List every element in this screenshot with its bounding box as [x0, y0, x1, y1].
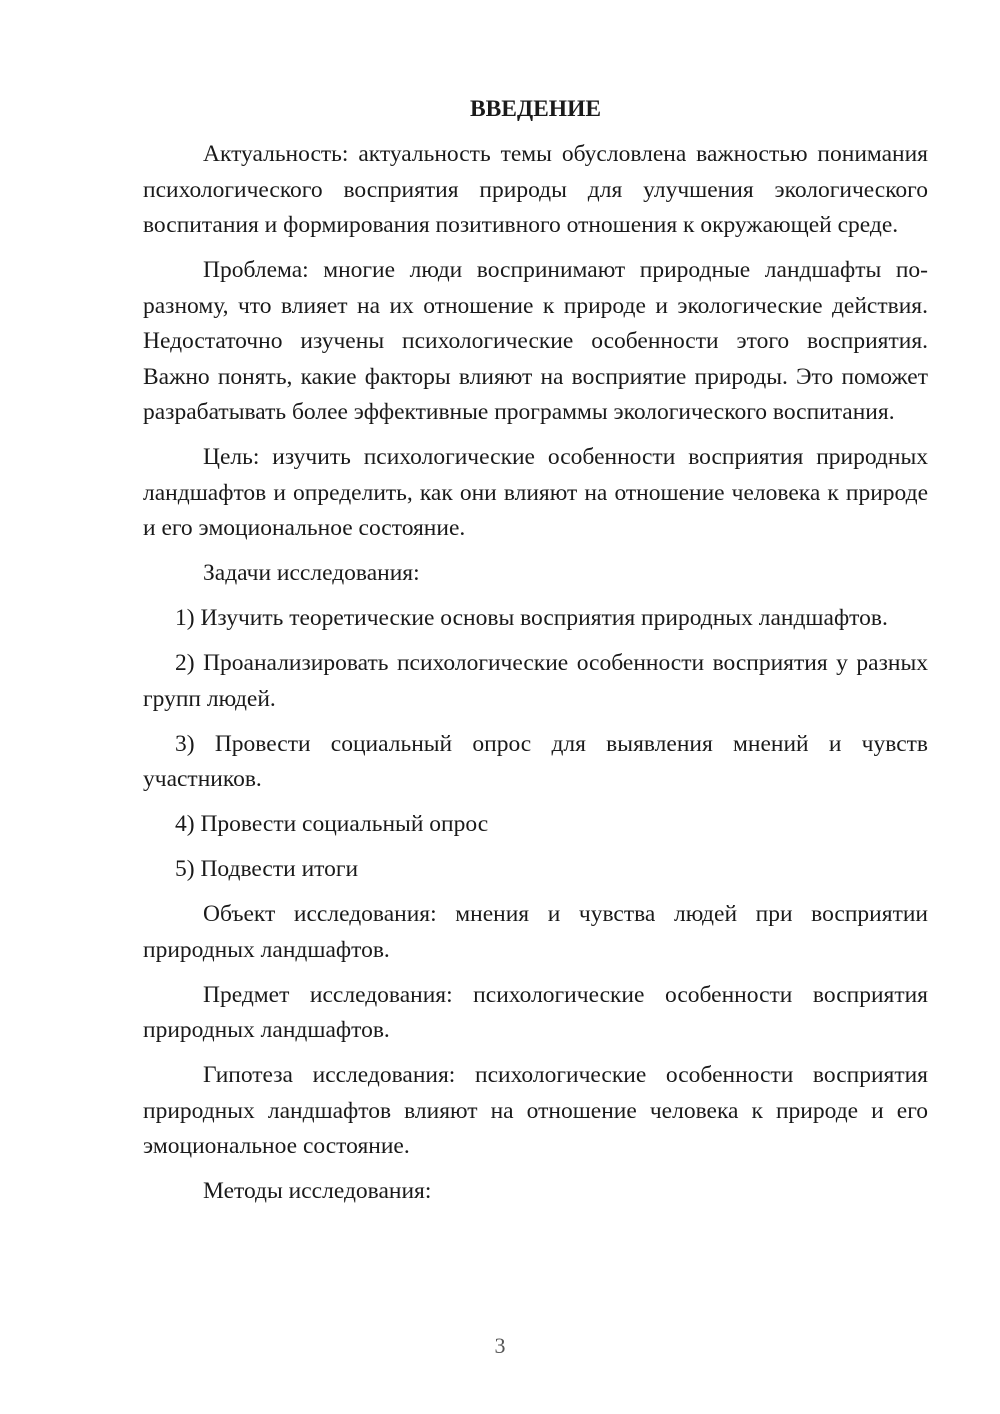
task-item-1: 1) Изучить теоретические основы восприятия природных ландшафтов.	[175, 605, 888, 631]
methods-heading: Методы исследования:	[203, 1178, 432, 1204]
tasks-heading: Задачи исследования:	[203, 560, 420, 586]
problem-paragraph: Проблема: многие люди воспринимают природные ландшафты по-разному, что влияет на их отношение к природе и экологические действия. Недостаточно изучены психологические особенности этого восприятия. Важно понять, какие факторы влияют на восприятие природы. Это поможет разрабатывать более эффективные программы экологического воспитания.	[143, 257, 928, 425]
task-item-2: 2) Проанализировать психологические особенности восприятия у разных групп людей.	[143, 650, 928, 712]
section-title: ВВЕДЕНИЕ	[469, 96, 602, 122]
subject-paragraph: Предмет исследования: психологические особенности восприятия природных ландшафтов.	[143, 981, 928, 1043]
task-item-3: 3) Провести социальный опрос для выявления мнений и чувств участников.	[143, 730, 928, 792]
page-content	[143, 90, 928, 1219]
task-item-5: 5) Подвести итоги	[175, 856, 359, 882]
page-number: 3	[494, 1333, 506, 1358]
goal-paragraph: Цель: изучить психологические особенности восприятия природных ландшафтов и определить, как они влияют на отношение человека к природе и его эмоциональное состояние.	[143, 444, 928, 541]
relevance-paragraph: Актуальность: актуальность темы обусловлена важностью понимания психологического восприятия природы для улучшения экологического воспитания и формирования позитивного отношения к окружающей среде.	[143, 141, 928, 238]
object-paragraph: Объект исследования: мнения и чувства людей при восприятии природных ландшафтов.	[143, 901, 928, 963]
task-item-4: 4) Провести социальный опрос	[175, 811, 489, 837]
hypothesis-paragraph: Гипотеза исследования: психологические особенности восприятия природных ландшафтов влияют на отношение человека к природе и его эмоциональное состояние.	[143, 1062, 928, 1159]
